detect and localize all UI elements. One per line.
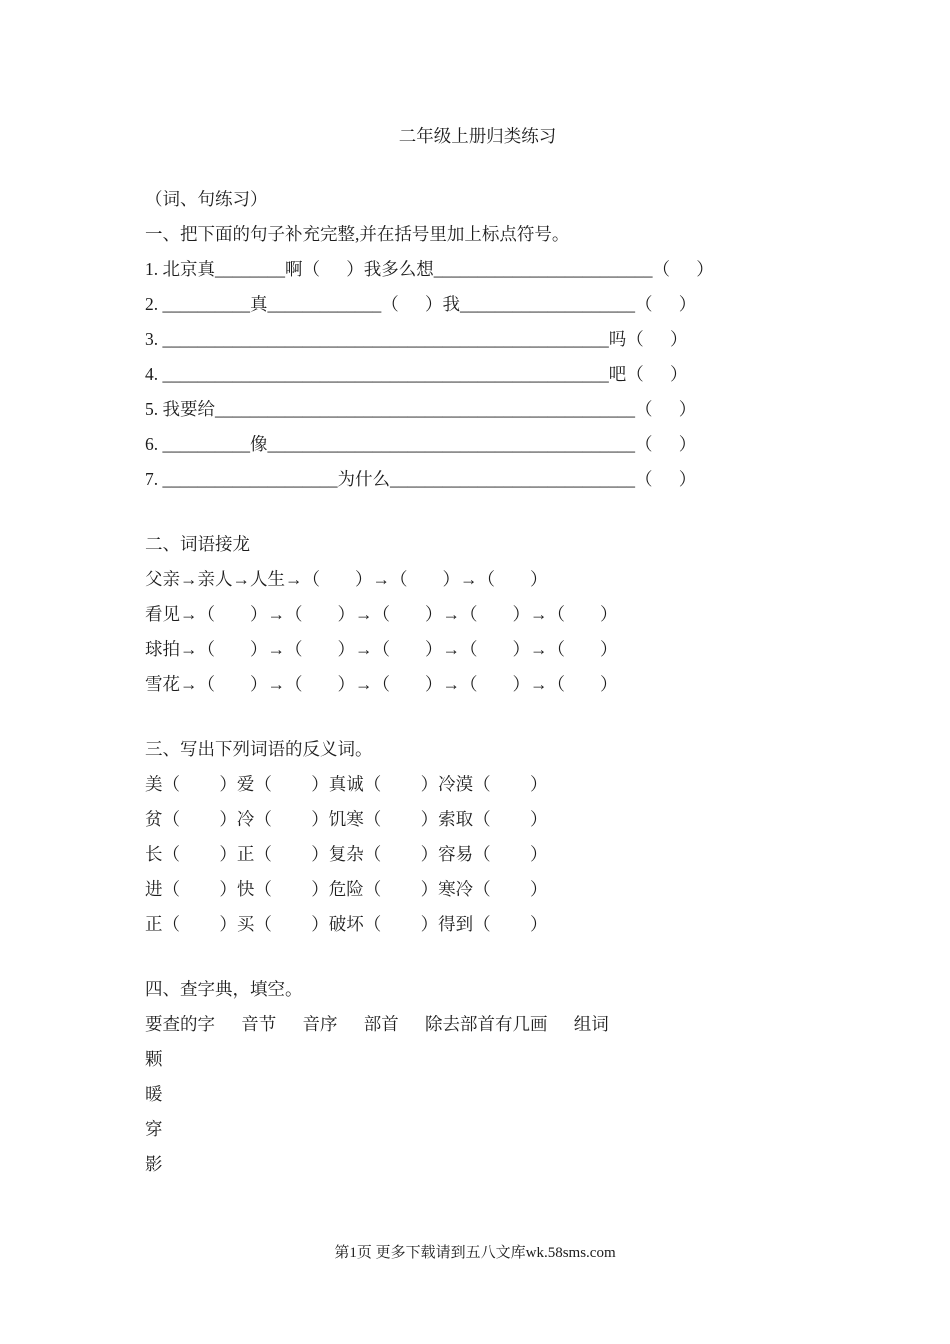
word-chain-line-3: 球拍→（ ）→（ ）→（ ）→（ ）→（ ） — [145, 639, 618, 659]
antonym-row-1: 美（ ）爱（ ）真诚（ ）冷漠（ ） — [145, 774, 548, 794]
sentence-blank-line-6: 6. __________像__________________________________________（ ） — [145, 434, 697, 454]
sentence-blank-line-2: 2. __________真_____________（ ）我____________________（ ） — [145, 294, 697, 314]
section2-heading: 二、词语接龙 — [145, 534, 250, 554]
section-dictionary-lookup — [145, 972, 810, 1182]
section-antonyms — [145, 732, 810, 942]
dictionary-table-header: 要查的字 音节 音序 部首 除去部首有几画 组词 — [145, 1014, 609, 1034]
section4-heading: 四、查字典，填空。 — [145, 979, 303, 999]
section-sentence-completion — [145, 217, 810, 497]
section1-heading: 一、把下面的句子补充完整,并在括号里加上标点符号。 — [145, 224, 570, 244]
dictionary-char-1: 颗 — [145, 1049, 163, 1069]
page-title: 二年级上册归类练习 — [398, 126, 557, 146]
sentence-blank-line-4: 4. ___________________________________________________吧（ ） — [145, 364, 688, 384]
sentence-blank-line-7: 7. ____________________为什么____________________________（ ） — [145, 469, 697, 489]
word-chain-line-1: 父亲→亲人→人生→（ ）→（ ）→（ ） — [145, 569, 548, 589]
antonym-row-2: 贫（ ）冷（ ）饥寒（ ）索取（ ） — [145, 809, 548, 829]
antonym-row-3: 长（ ）正（ ）复杂（ ）容易（ ） — [145, 844, 548, 864]
dictionary-char-2: 暖 — [145, 1084, 163, 1104]
page-footer: 第1页 更多下载请到五八文库wk.58sms.com — [334, 1245, 616, 1261]
word-chain-line-2: 看见→（ ）→（ ）→（ ）→（ ）→（ ） — [145, 604, 618, 624]
word-chain-line-4: 雪花→（ ）→（ ）→（ ）→（ ）→（ ） — [145, 674, 618, 694]
dictionary-char-4: 影 — [145, 1154, 163, 1174]
antonym-row-5: 正（ ）买（ ）破坏（ ）得到（ ） — [145, 914, 548, 934]
sentence-blank-line-1: 1. 北京真________啊（ ）我多么想_________________________（ ） — [145, 259, 714, 279]
antonym-row-4: 进（ ）快（ ）危险（ ）寒冷（ ） — [145, 879, 548, 899]
section3-heading: 三、写出下列词语的反义词。 — [145, 739, 373, 759]
sentence-blank-line-5: 5. 我要给________________________________________________（ ） — [145, 399, 697, 419]
section-word-chain — [145, 527, 810, 702]
sentence-blank-line-3: 3. ___________________________________________________吗（ ） — [145, 329, 688, 349]
dictionary-char-3: 穿 — [145, 1119, 163, 1139]
exercise-type-label: （词、句练习） — [145, 189, 268, 209]
